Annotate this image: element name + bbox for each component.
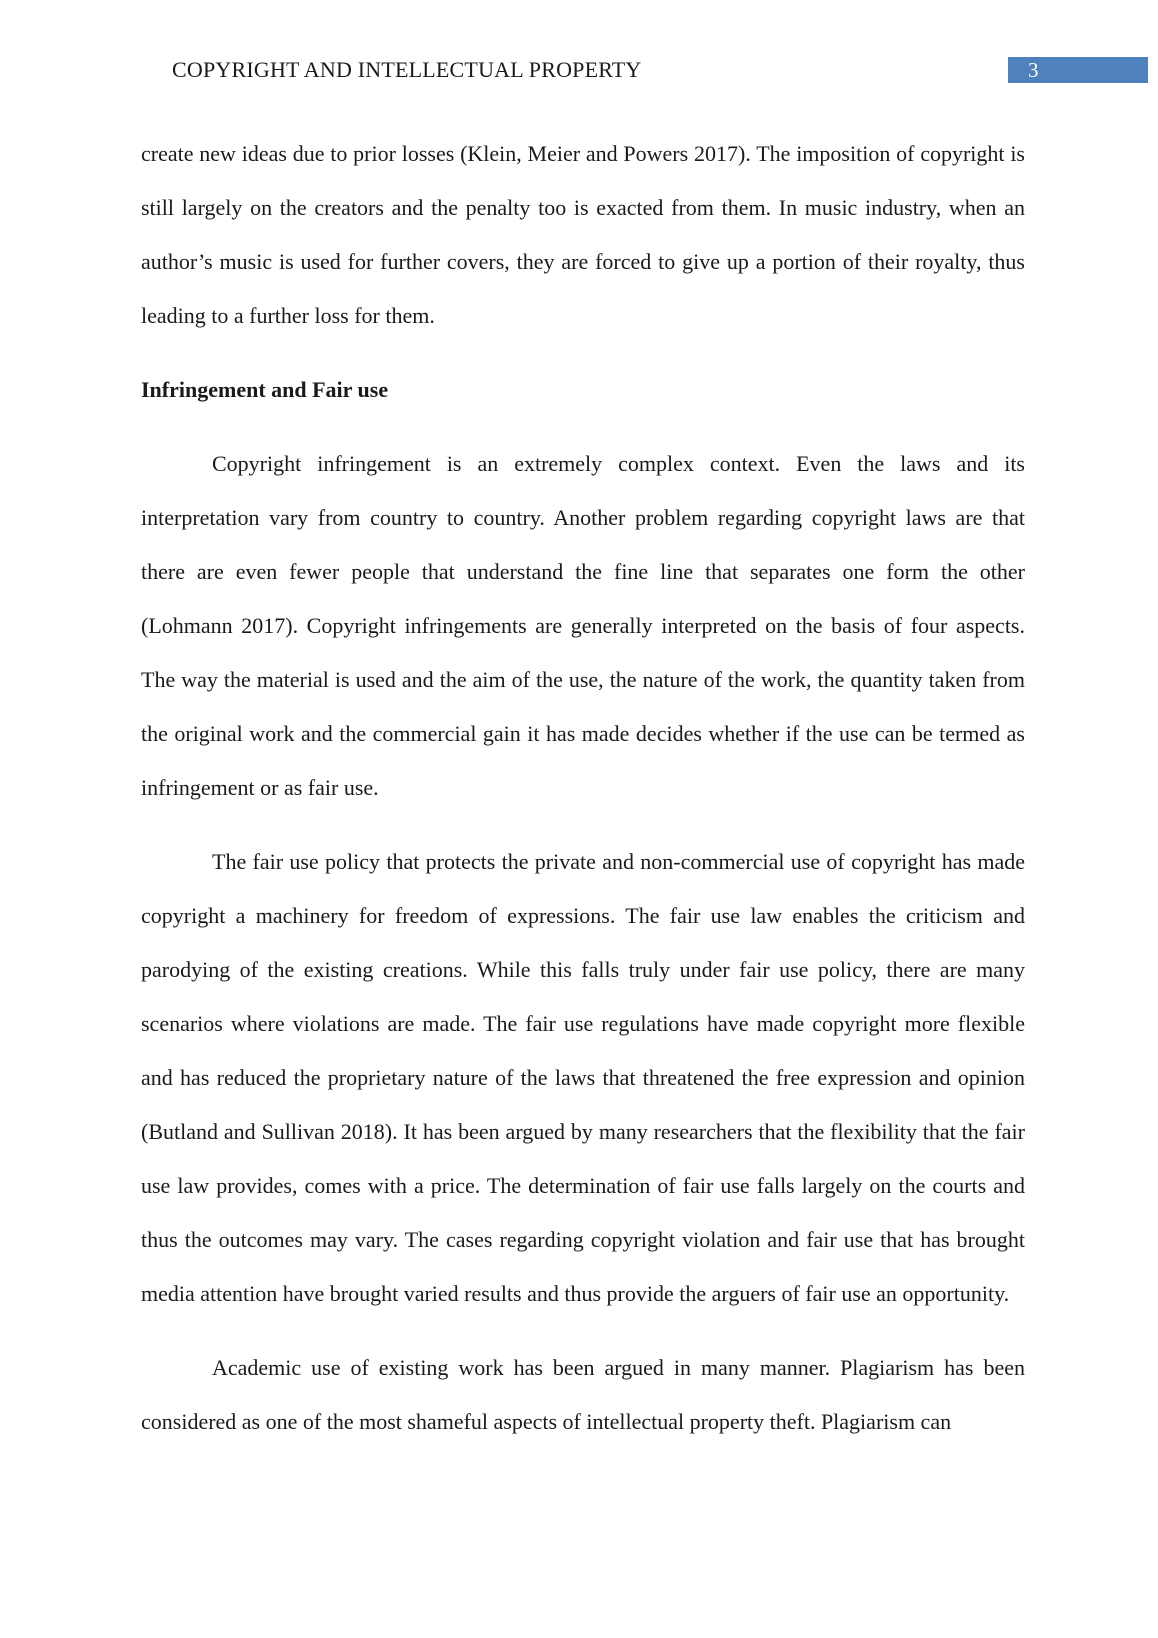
paragraph-continued: create new ideas due to prior losses (Klein, Meier and Powers 2017). The imposition of copyright is still largely on the creators and the penalty too is exacted from them. In music industry, when an author’s music is used for further covers, they are forced to give up a portion of their royalty, thus leading to a further loss for them. xyxy=(141,141,1025,328)
document-body xyxy=(141,127,1025,1469)
running-head: COPYRIGHT AND INTELLECTUAL PROPERTY xyxy=(172,57,642,82)
page-number-badge xyxy=(1008,57,1148,83)
paragraph-fair-use: The fair use policy that protects the private and non-commercial use of copyright has made copyright a machinery for freedom of expressions. The fair use law enables the criticism and parodying of the existing creations. While this falls truly under fair use policy, there are many scenarios where violations are made. The fair use regulations have made copyright more flexible and has reduced the proprietary nature of the laws that threatened the free expression and opinion (Butland and Sullivan 2018). It has been argued by many researchers that the flexibility that the fair use law provides, comes with a price. The determination of fair use falls largely on the courts and thus the outcomes may vary. The cases regarding copyright violation and fair use that has brought media attention have brought varied results and thus provide the arguers of fair use an opportunity. xyxy=(141,849,1025,1306)
paragraph-infringement: Copyright infringement is an extremely complex context. Even the laws and its interpretation vary from country to country. Another problem regarding copyright laws are that there are even fewer people that understand the fine line that separates one form the other (Lohmann 2017). Copyright infringements are generally interpreted on the basis of four aspects. The way the material is used and the aim of the use, the nature of the work, the quantity taken from the original work and the commercial gain it has made decides whether if the use can be termed as infringement or as fair use. xyxy=(141,451,1025,800)
page-number: 3 xyxy=(1028,58,1039,82)
section-heading: Infringement and Fair use xyxy=(141,377,389,402)
paragraph-academic-use: Academic use of existing work has been argued in many manner. Plagiarism has been considered as one of the most shameful aspects of intellectual property theft. Plagiarism can xyxy=(141,1355,1025,1434)
